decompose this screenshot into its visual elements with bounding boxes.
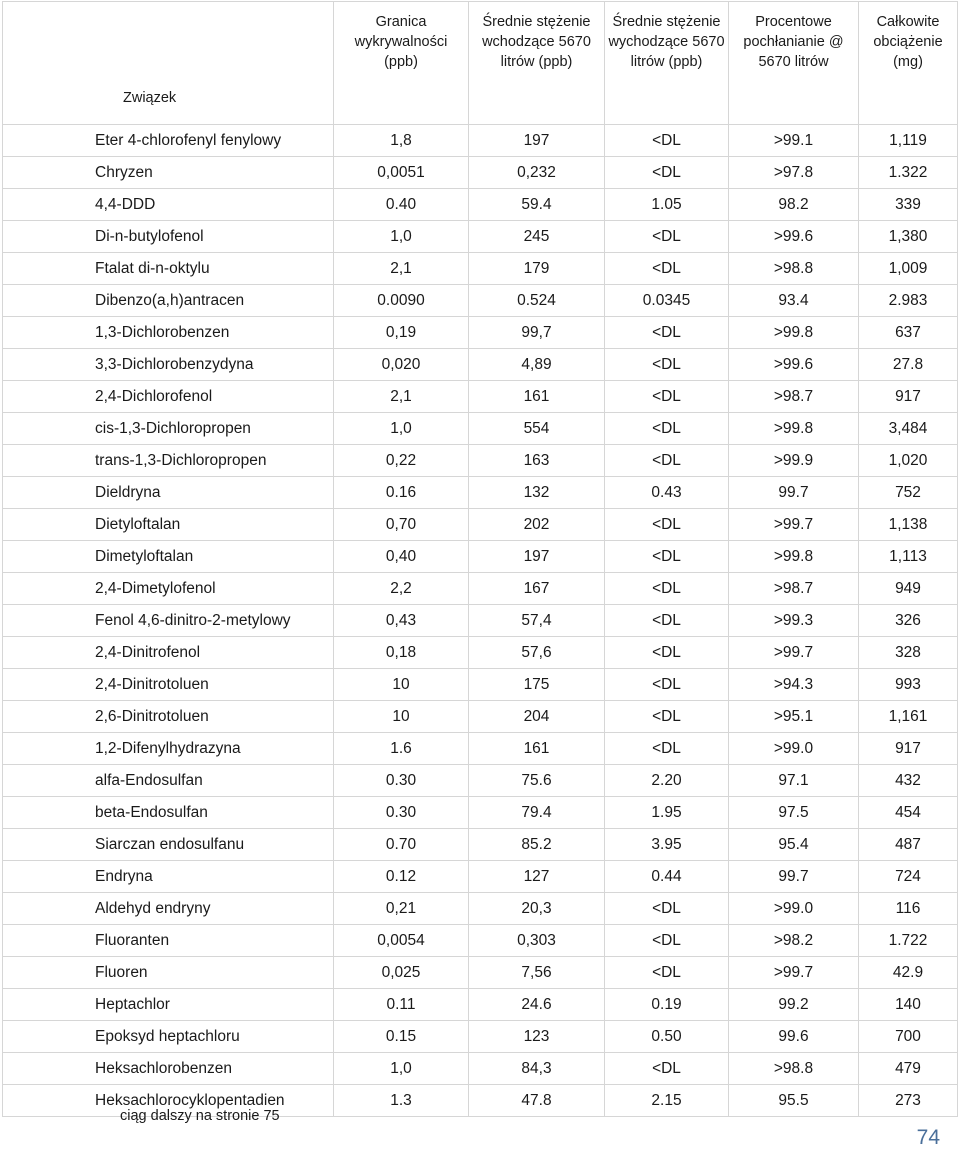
avg-outflow-cell: <DL <box>605 125 729 157</box>
header-detection-limit: Granica wykrywalności (ppb) <box>334 2 469 125</box>
total-load-cell: 1,009 <box>859 253 958 285</box>
avg-inflow-cell: 7,56 <box>469 957 605 989</box>
detection-limit-cell: 1,0 <box>334 413 469 445</box>
avg-inflow-cell: 197 <box>469 541 605 573</box>
compound-name-cell: Dietyloftalan <box>3 509 334 541</box>
compound-name-cell: 2,4-Dinitrofenol <box>3 637 334 669</box>
detection-limit-cell: 0.11 <box>334 989 469 1021</box>
avg-inflow-cell: 20,3 <box>469 893 605 925</box>
detection-limit-cell: 0,0054 <box>334 925 469 957</box>
detection-limit-cell: 0.30 <box>334 797 469 829</box>
detection-limit-cell: 0,43 <box>334 605 469 637</box>
detection-limit-cell: 10 <box>334 701 469 733</box>
compound-name-cell: Chryzen <box>3 157 334 189</box>
total-load-cell: 328 <box>859 637 958 669</box>
table-row <box>3 861 958 893</box>
avg-outflow-cell: 0.44 <box>605 861 729 893</box>
total-load-cell: 949 <box>859 573 958 605</box>
avg-outflow-cell: <DL <box>605 381 729 413</box>
compound-name-cell: Fluoranten <box>3 925 334 957</box>
compound-name-cell: 2,6-Dinitrotoluen <box>3 701 334 733</box>
table-row <box>3 349 958 381</box>
total-load-cell: 1.722 <box>859 925 958 957</box>
avg-outflow-cell: <DL <box>605 445 729 477</box>
compound-name-cell: Heksachlorobenzen <box>3 1053 334 1085</box>
table-row <box>3 573 958 605</box>
detection-limit-cell: 2,2 <box>334 573 469 605</box>
avg-outflow-cell: <DL <box>605 925 729 957</box>
avg-inflow-cell: 132 <box>469 477 605 509</box>
detection-limit-cell: 0,020 <box>334 349 469 381</box>
detection-limit-cell: 0.0090 <box>334 285 469 317</box>
avg-inflow-cell: 204 <box>469 701 605 733</box>
percent-absorption-cell: 95.4 <box>729 829 859 861</box>
compound-name-cell: Fenol 4,6-dinitro-2-metylowy <box>3 605 334 637</box>
detection-limit-cell: 2,1 <box>334 253 469 285</box>
avg-outflow-cell: <DL <box>605 637 729 669</box>
table-row <box>3 1053 958 1085</box>
avg-outflow-cell: 1.05 <box>605 189 729 221</box>
compound-name-cell: Di-n-butylofenol <box>3 221 334 253</box>
table-row <box>3 477 958 509</box>
total-load-cell: 917 <box>859 381 958 413</box>
total-load-cell: 917 <box>859 733 958 765</box>
detection-limit-cell: 0.16 <box>334 477 469 509</box>
avg-inflow-cell: 197 <box>469 125 605 157</box>
total-load-cell: 1,161 <box>859 701 958 733</box>
compound-name-cell: Dimetyloftalan <box>3 541 334 573</box>
avg-outflow-cell: <DL <box>605 669 729 701</box>
avg-outflow-cell: <DL <box>605 893 729 925</box>
table-row <box>3 797 958 829</box>
avg-outflow-cell: <DL <box>605 541 729 573</box>
percent-absorption-cell: >98.8 <box>729 1053 859 1085</box>
avg-inflow-cell: 59.4 <box>469 189 605 221</box>
avg-outflow-cell: 2.15 <box>605 1085 729 1117</box>
detection-limit-cell: 0,19 <box>334 317 469 349</box>
percent-absorption-cell: >99.8 <box>729 317 859 349</box>
total-load-cell: 1,113 <box>859 541 958 573</box>
avg-outflow-cell: <DL <box>605 701 729 733</box>
table-row <box>3 893 958 925</box>
compound-name-cell: Eter 4-chlorofenyl fenylowy <box>3 125 334 157</box>
avg-outflow-cell: 1.95 <box>605 797 729 829</box>
detection-limit-cell: 0,21 <box>334 893 469 925</box>
percent-absorption-cell: >99.0 <box>729 893 859 925</box>
total-load-cell: 27.8 <box>859 349 958 381</box>
avg-outflow-cell: <DL <box>605 317 729 349</box>
total-load-cell: 116 <box>859 893 958 925</box>
percent-absorption-cell: >99.0 <box>729 733 859 765</box>
avg-inflow-cell: 161 <box>469 381 605 413</box>
table-row <box>3 701 958 733</box>
total-load-cell: 454 <box>859 797 958 829</box>
compound-name-cell: 2,4-Dimetylofenol <box>3 573 334 605</box>
avg-inflow-cell: 99,7 <box>469 317 605 349</box>
table-row <box>3 925 958 957</box>
compound-name-cell: trans-1,3-Dichloropropen <box>3 445 334 477</box>
header-percent-absorption: Procentowe pochłanianie @ 5670 litrów <box>729 2 859 125</box>
table-row <box>3 1021 958 1053</box>
table-header-row <box>3 2 958 125</box>
table-row <box>3 125 958 157</box>
avg-outflow-cell: 2.20 <box>605 765 729 797</box>
detection-limit-cell: 0,0051 <box>334 157 469 189</box>
compound-name-cell: Heptachlor <box>3 989 334 1021</box>
avg-outflow-cell: 3.95 <box>605 829 729 861</box>
table-row <box>3 765 958 797</box>
table-row <box>3 285 958 317</box>
header-avg-outflow: Średnie stężenie wychodzące 5670 litrów (ppb) <box>605 2 729 125</box>
percent-absorption-cell: >99.6 <box>729 349 859 381</box>
compound-name-cell: Aldehyd endryny <box>3 893 334 925</box>
total-load-cell: 993 <box>859 669 958 701</box>
compound-name-cell: 3,3-Dichlorobenzydyna <box>3 349 334 381</box>
percent-absorption-cell: >99.7 <box>729 637 859 669</box>
table-row <box>3 157 958 189</box>
table-row <box>3 669 958 701</box>
total-load-cell: 1.322 <box>859 157 958 189</box>
total-load-cell: 1,380 <box>859 221 958 253</box>
compound-name-cell: Dieldryna <box>3 477 334 509</box>
total-load-cell: 326 <box>859 605 958 637</box>
avg-inflow-cell: 554 <box>469 413 605 445</box>
percent-absorption-cell: 97.5 <box>729 797 859 829</box>
percent-absorption-cell: 99.7 <box>729 861 859 893</box>
compound-name-cell: Fluoren <box>3 957 334 989</box>
total-load-cell: 752 <box>859 477 958 509</box>
continued-note: ciąg dalszy na stronie 75 <box>120 1108 280 1124</box>
percent-absorption-cell: >99.7 <box>729 509 859 541</box>
percent-absorption-cell: 99.7 <box>729 477 859 509</box>
detection-limit-cell: 0,22 <box>334 445 469 477</box>
avg-inflow-cell: 245 <box>469 221 605 253</box>
detection-limit-cell: 2,1 <box>334 381 469 413</box>
avg-inflow-cell: 4,89 <box>469 349 605 381</box>
avg-outflow-cell: <DL <box>605 221 729 253</box>
table-row <box>3 189 958 221</box>
compound-name-cell: Heksachlorocyklopentadien <box>3 1085 334 1117</box>
compound-name-cell: Siarczan endosulfanu <box>3 829 334 861</box>
total-load-cell: 1,138 <box>859 509 958 541</box>
total-load-cell: 432 <box>859 765 958 797</box>
total-load-cell: 42.9 <box>859 957 958 989</box>
total-load-cell: 724 <box>859 861 958 893</box>
detection-limit-cell: 0.30 <box>334 765 469 797</box>
total-load-cell: 700 <box>859 1021 958 1053</box>
detection-limit-cell: 1.3 <box>334 1085 469 1117</box>
avg-outflow-cell: 0.19 <box>605 989 729 1021</box>
compound-name-cell: alfa-Endosulfan <box>3 765 334 797</box>
total-load-cell: 3,484 <box>859 413 958 445</box>
percent-absorption-cell: >98.7 <box>729 573 859 605</box>
header-compound: Związek <box>3 2 334 125</box>
compound-name-cell: 1,3-Dichlorobenzen <box>3 317 334 349</box>
avg-inflow-cell: 179 <box>469 253 605 285</box>
avg-inflow-cell: 79.4 <box>469 797 605 829</box>
percent-absorption-cell: >98.8 <box>729 253 859 285</box>
avg-outflow-cell: 0.50 <box>605 1021 729 1053</box>
avg-inflow-cell: 175 <box>469 669 605 701</box>
table-row <box>3 221 958 253</box>
total-load-cell: 637 <box>859 317 958 349</box>
avg-outflow-cell: <DL <box>605 1053 729 1085</box>
avg-inflow-cell: 57,4 <box>469 605 605 637</box>
avg-outflow-cell: <DL <box>605 733 729 765</box>
percent-absorption-cell: >94.3 <box>729 669 859 701</box>
avg-inflow-cell: 202 <box>469 509 605 541</box>
total-load-cell: 1,020 <box>859 445 958 477</box>
table-row <box>3 445 958 477</box>
percent-absorption-cell: 98.2 <box>729 189 859 221</box>
detection-limit-cell: 10 <box>334 669 469 701</box>
detection-limit-cell: 0.70 <box>334 829 469 861</box>
avg-inflow-cell: 75.6 <box>469 765 605 797</box>
avg-outflow-cell: <DL <box>605 573 729 605</box>
page-number: 74 <box>916 1126 940 1149</box>
compound-name-cell: 2,4-Dichlorofenol <box>3 381 334 413</box>
percent-absorption-cell: >95.1 <box>729 701 859 733</box>
percent-absorption-cell: >99.9 <box>729 445 859 477</box>
percent-absorption-cell: >99.3 <box>729 605 859 637</box>
avg-outflow-cell: <DL <box>605 157 729 189</box>
table-row <box>3 733 958 765</box>
percent-absorption-cell: 97.1 <box>729 765 859 797</box>
avg-inflow-cell: 123 <box>469 1021 605 1053</box>
avg-outflow-cell: <DL <box>605 253 729 285</box>
detection-limit-cell: 1,8 <box>334 125 469 157</box>
avg-inflow-cell: 167 <box>469 573 605 605</box>
table-row <box>3 637 958 669</box>
table-row <box>3 253 958 285</box>
table-row <box>3 541 958 573</box>
avg-inflow-cell: 57,6 <box>469 637 605 669</box>
table-row <box>3 381 958 413</box>
avg-inflow-cell: 85.2 <box>469 829 605 861</box>
detection-limit-cell: 0,025 <box>334 957 469 989</box>
table-row <box>3 509 958 541</box>
avg-inflow-cell: 84,3 <box>469 1053 605 1085</box>
table-row <box>3 413 958 445</box>
total-load-cell: 2.983 <box>859 285 958 317</box>
total-load-cell: 479 <box>859 1053 958 1085</box>
detection-limit-cell: 0.12 <box>334 861 469 893</box>
compound-name-cell: 1,2-Difenylhydrazyna <box>3 733 334 765</box>
percent-absorption-cell: 99.6 <box>729 1021 859 1053</box>
avg-inflow-cell: 0.524 <box>469 285 605 317</box>
compound-name-cell: 4,4-DDD <box>3 189 334 221</box>
detection-limit-cell: 1.6 <box>334 733 469 765</box>
detection-limit-cell: 0,40 <box>334 541 469 573</box>
table-row <box>3 317 958 349</box>
table-body <box>3 125 958 1117</box>
table-row <box>3 829 958 861</box>
percent-absorption-cell: >99.1 <box>729 125 859 157</box>
avg-inflow-cell: 0,303 <box>469 925 605 957</box>
detection-limit-cell: 1,0 <box>334 221 469 253</box>
total-load-cell: 273 <box>859 1085 958 1117</box>
avg-inflow-cell: 24.6 <box>469 989 605 1021</box>
detection-limit-cell: 1,0 <box>334 1053 469 1085</box>
percent-absorption-cell: >99.7 <box>729 957 859 989</box>
compound-name-cell: beta-Endosulfan <box>3 797 334 829</box>
avg-outflow-cell: <DL <box>605 957 729 989</box>
avg-outflow-cell: 0.0345 <box>605 285 729 317</box>
table-row <box>3 605 958 637</box>
compound-name-cell: cis-1,3-Dichloropropen <box>3 413 334 445</box>
avg-outflow-cell: <DL <box>605 605 729 637</box>
percent-absorption-cell: >98.7 <box>729 381 859 413</box>
avg-outflow-cell: <DL <box>605 349 729 381</box>
compound-name-cell: Ftalat di-n-oktylu <box>3 253 334 285</box>
compound-name-cell: Dibenzo(a,h)antracen <box>3 285 334 317</box>
table-row <box>3 957 958 989</box>
detection-limit-cell: 0,70 <box>334 509 469 541</box>
header-total-load: Całkowite obciążenie (mg) <box>859 2 958 125</box>
header-avg-inflow: Średnie stężenie wchodzące 5670 litrów (ppb) <box>469 2 605 125</box>
detection-limit-cell: 0.40 <box>334 189 469 221</box>
percent-absorption-cell: 93.4 <box>729 285 859 317</box>
avg-inflow-cell: 161 <box>469 733 605 765</box>
percent-absorption-cell: >99.8 <box>729 541 859 573</box>
avg-outflow-cell: <DL <box>605 509 729 541</box>
percent-absorption-cell: 95.5 <box>729 1085 859 1117</box>
percent-absorption-cell: >98.2 <box>729 925 859 957</box>
avg-inflow-cell: 47.8 <box>469 1085 605 1117</box>
detection-limit-cell: 0.15 <box>334 1021 469 1053</box>
percent-absorption-cell: >97.8 <box>729 157 859 189</box>
total-load-cell: 140 <box>859 989 958 1021</box>
avg-inflow-cell: 0,232 <box>469 157 605 189</box>
table-row <box>3 989 958 1021</box>
avg-inflow-cell: 163 <box>469 445 605 477</box>
percent-absorption-cell: >99.6 <box>729 221 859 253</box>
percent-absorption-cell: >99.8 <box>729 413 859 445</box>
avg-inflow-cell: 127 <box>469 861 605 893</box>
total-load-cell: 339 <box>859 189 958 221</box>
detection-limit-cell: 0,18 <box>334 637 469 669</box>
avg-outflow-cell: 0.43 <box>605 477 729 509</box>
compound-name-cell: Endryna <box>3 861 334 893</box>
total-load-cell: 1,119 <box>859 125 958 157</box>
avg-outflow-cell: <DL <box>605 413 729 445</box>
compound-absorption-table <box>2 1 958 1117</box>
total-load-cell: 487 <box>859 829 958 861</box>
compound-name-cell: Epoksyd heptachloru <box>3 1021 334 1053</box>
compound-name-cell: 2,4-Dinitrotoluen <box>3 669 334 701</box>
percent-absorption-cell: 99.2 <box>729 989 859 1021</box>
